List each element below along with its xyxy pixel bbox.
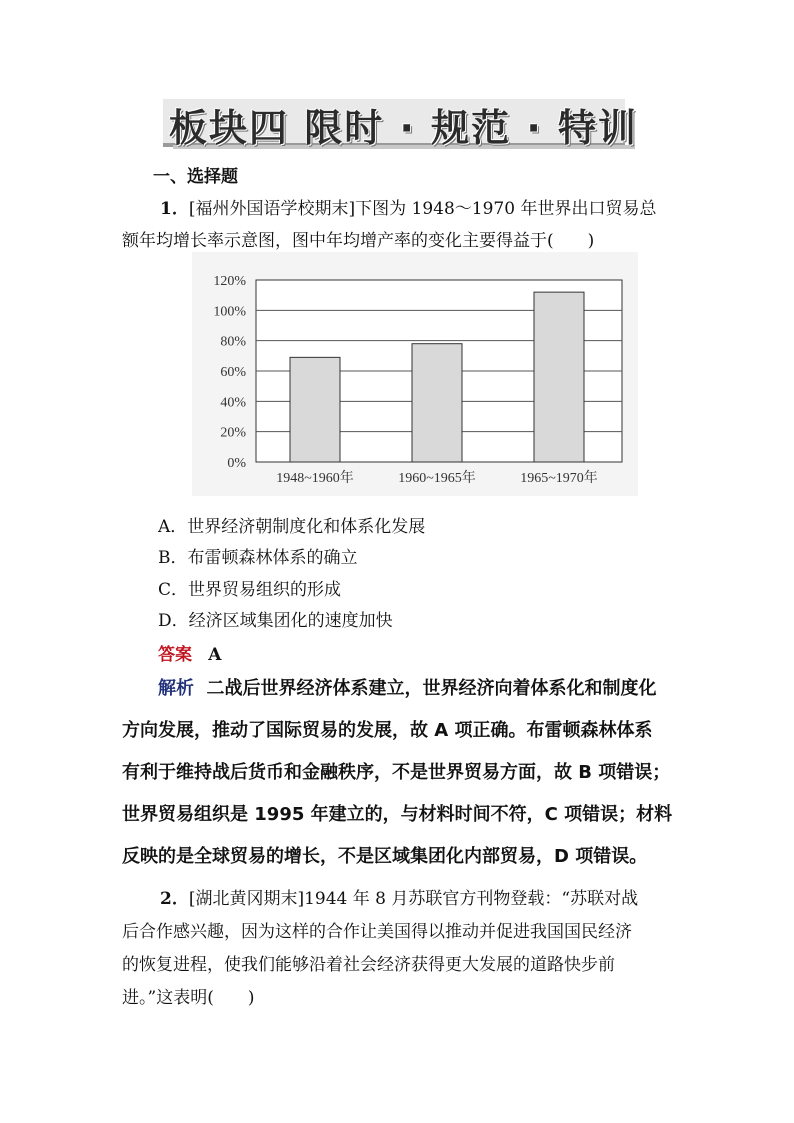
chart-svg (192, 252, 638, 496)
q2-line1 (160, 884, 638, 909)
x-tick-label: 1948~1960年 (276, 471, 354, 486)
bar-chart (192, 252, 638, 496)
section-heading: 一、选择题 (153, 167, 238, 187)
banner-title: 板块四 限时 · 规范 · 特训 (169, 106, 639, 150)
q1-analysis-line4: 世界贸易组织是 1995 年建立的，与材料时间不符，C 项错误；材料 (122, 804, 673, 825)
q1-answer (158, 640, 221, 665)
analysis-label: 解析 (158, 678, 194, 699)
option-letter: A． (158, 517, 188, 537)
answer-label: 答案 (158, 645, 192, 665)
y-tick-label: 80% (220, 334, 246, 350)
q1-line1 (160, 194, 656, 219)
y-tick-label: 0% (227, 456, 246, 471)
q1-option-c (158, 575, 341, 600)
q2-source: [湖北黄冈期末] (188, 889, 305, 909)
option-text: 经济区域集团化的速度加快 (188, 611, 393, 631)
q1-analysis-line5: 反映的是全球贸易的增长，不是区域集团化内部贸易，D 项错误。 (122, 846, 648, 867)
q1-stem-line1: 下图为 1948～1970 年世界出口贸易总 (355, 199, 657, 219)
q1-source: [福州外国语学校期末] (188, 199, 356, 219)
option-text: 世界贸易组织的形成 (188, 580, 342, 600)
option-text: 布雷顿森林体系的确立 (187, 548, 358, 568)
q1-analysis-line2: 方向发展，推动了国际贸易的发展，故 A 项正确。布雷顿森林体系 (122, 720, 653, 741)
y-tick-label: 40% (220, 395, 246, 411)
x-tick-label: 1960~1965年 (398, 471, 476, 486)
q1-option-b (158, 543, 358, 568)
y-tick-label: 120% (213, 274, 246, 289)
answer-value: A (208, 645, 222, 665)
q2-line2: 后合作感兴趣，因为这样的合作让美国得以推动并促进我国国民经济 (122, 922, 632, 942)
y-tick-label: 100% (213, 304, 246, 320)
banner (163, 93, 639, 151)
bar (412, 344, 462, 462)
option-letter: B． (158, 548, 188, 568)
q1-number: 1． (160, 199, 189, 219)
option-letter: D． (158, 611, 189, 631)
q1-option-d (158, 606, 393, 631)
option-letter: C． (158, 580, 189, 600)
bar (534, 292, 584, 462)
y-tick-label: 60% (220, 365, 246, 380)
analysis-text: 二战后世界经济体系建立，世界经济向着体系化和制度化 (206, 678, 657, 699)
q2-number: 2． (160, 889, 189, 909)
x-tick-label: 1965~1970年 (520, 471, 598, 486)
q1-option-a (158, 512, 425, 537)
y-tick-label: 20% (220, 425, 246, 441)
bar (290, 357, 340, 462)
q2-line1-text: 1944 年 8 月苏联官方刊物登载：“苏联对战 (304, 889, 639, 909)
q1-analysis-line1 (158, 674, 657, 700)
q2-line4: 进。”这表明( ) (122, 988, 255, 1008)
q1-analysis-line3: 有利于维持战后货币和金融秩序，不是世界贸易方面，故 B 项错误； (122, 762, 671, 783)
q1-stem-line2: 额年均增长率示意图，图中年均增产率的变化主要得益于( ) (122, 231, 595, 251)
option-text: 世界经济朝制度化和体系化发展 (187, 517, 426, 537)
q2-line3: 的恢复进程，使我们能够沿着社会经济获得更大发展的道路快步前 (122, 955, 615, 975)
